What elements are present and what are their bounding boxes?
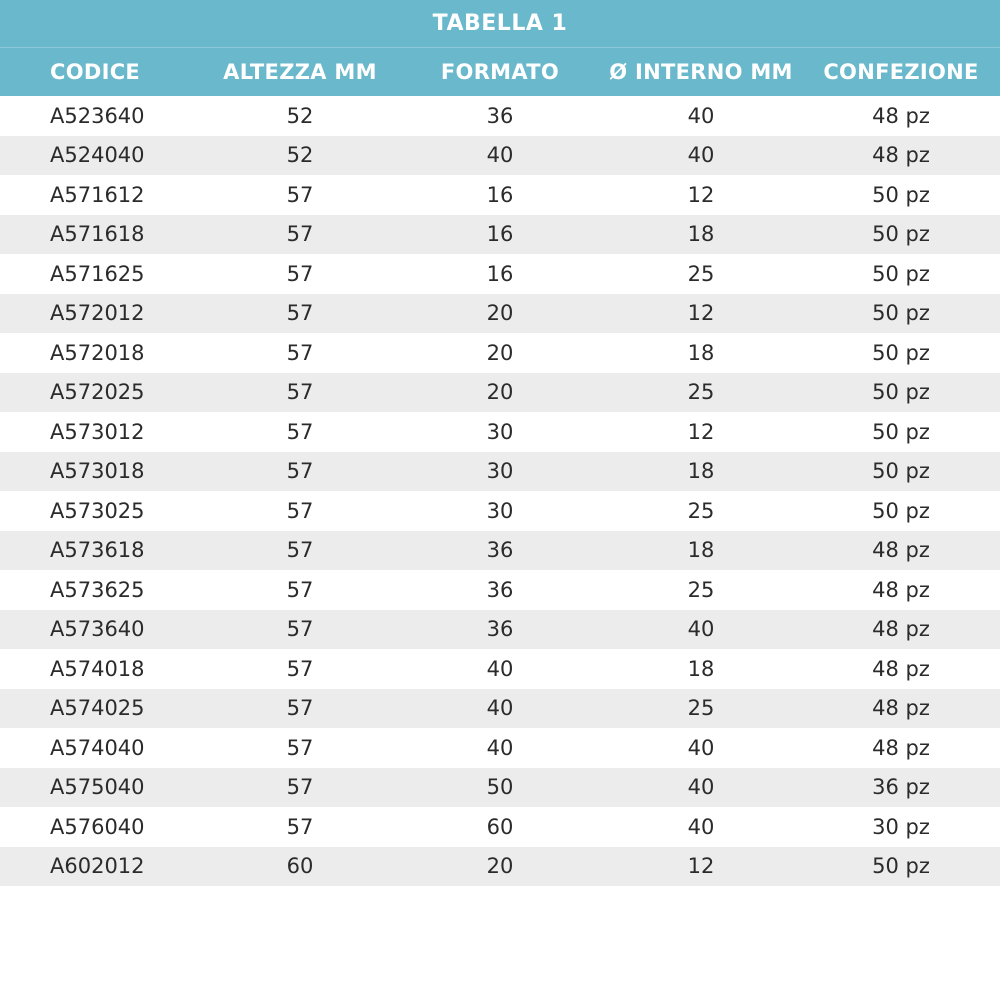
cell-diametro-interno: 25 — [687, 261, 715, 286]
cell-codice: A523640 — [50, 103, 145, 128]
cell-codice: A572025 — [50, 380, 145, 405]
table-row — [0, 373, 1000, 413]
cell-altezza: 57 — [286, 735, 314, 760]
cell-diametro-interno: 25 — [687, 696, 715, 721]
cell-confezione: 48 pz — [872, 696, 930, 721]
cell-diametro-interno: 25 — [687, 498, 715, 523]
cell-confezione: 50 pz — [872, 261, 930, 286]
cell-diametro-interno: 18 — [687, 459, 715, 484]
cell-codice: A573018 — [50, 459, 145, 484]
cell-formato: 20 — [486, 854, 514, 879]
table-title: TABELLA 1 — [0, 0, 1000, 48]
cell-codice: A572018 — [50, 340, 145, 365]
table-row — [0, 531, 1000, 571]
cell-diametro-interno: 40 — [687, 103, 715, 128]
cell-altezza: 57 — [286, 617, 314, 642]
cell-formato: 40 — [486, 696, 514, 721]
cell-altezza: 57 — [286, 301, 314, 326]
table-row — [0, 570, 1000, 610]
cell-formato: 16 — [486, 182, 514, 207]
cell-confezione: 48 pz — [872, 656, 930, 681]
cell-diametro-interno: 18 — [687, 222, 715, 247]
header-altezza: ALTEZZA MM — [223, 60, 377, 84]
table-row — [0, 452, 1000, 492]
cell-altezza: 57 — [286, 656, 314, 681]
cell-confezione: 36 pz — [872, 775, 930, 800]
cell-codice: A571612 — [50, 182, 145, 207]
cell-altezza: 57 — [286, 814, 314, 839]
table-row — [0, 215, 1000, 255]
cell-formato: 60 — [486, 814, 514, 839]
cell-altezza: 57 — [286, 459, 314, 484]
table-row — [0, 96, 1000, 136]
cell-formato: 40 — [486, 143, 514, 168]
cell-altezza: 57 — [286, 775, 314, 800]
cell-altezza: 60 — [286, 854, 314, 879]
cell-codice: A575040 — [50, 775, 145, 800]
cell-altezza: 57 — [286, 538, 314, 563]
cell-confezione: 48 pz — [872, 735, 930, 760]
cell-confezione: 50 pz — [872, 301, 930, 326]
cell-diametro-interno: 25 — [687, 380, 715, 405]
cell-confezione: 48 pz — [872, 538, 930, 563]
cell-codice: A573025 — [50, 498, 145, 523]
cell-formato: 36 — [486, 617, 514, 642]
table-header-row — [0, 48, 1000, 96]
table-row — [0, 610, 1000, 650]
cell-codice: A576040 — [50, 814, 145, 839]
cell-codice: A574018 — [50, 656, 145, 681]
table-row — [0, 649, 1000, 689]
cell-diametro-interno: 12 — [687, 301, 715, 326]
cell-codice: A573625 — [50, 577, 145, 602]
cell-diametro-interno: 40 — [687, 814, 715, 839]
table-row — [0, 254, 1000, 294]
cell-formato: 16 — [486, 222, 514, 247]
cell-altezza: 57 — [286, 419, 314, 444]
cell-formato: 16 — [486, 261, 514, 286]
cell-diametro-interno: 40 — [687, 143, 715, 168]
cell-confezione: 50 pz — [872, 380, 930, 405]
cell-confezione: 50 pz — [872, 340, 930, 365]
table-body — [0, 96, 1000, 886]
table-row — [0, 689, 1000, 729]
cell-altezza: 57 — [286, 380, 314, 405]
cell-formato: 50 — [486, 775, 514, 800]
cell-formato: 20 — [486, 340, 514, 365]
cell-altezza: 57 — [286, 182, 314, 207]
header-diametro-interno: Ø INTERNO MM — [609, 60, 793, 84]
cell-altezza: 57 — [286, 222, 314, 247]
table-row — [0, 136, 1000, 176]
cell-diametro-interno: 12 — [687, 854, 715, 879]
cell-altezza: 57 — [286, 577, 314, 602]
cell-diametro-interno: 18 — [687, 538, 715, 563]
cell-formato: 30 — [486, 498, 514, 523]
cell-confezione: 50 pz — [872, 419, 930, 444]
cell-formato: 36 — [486, 103, 514, 128]
cell-diametro-interno: 40 — [687, 735, 715, 760]
table-row — [0, 175, 1000, 215]
header-codice: CODICE — [50, 60, 141, 84]
cell-altezza: 57 — [286, 498, 314, 523]
cell-confezione: 48 pz — [872, 103, 930, 128]
cell-confezione: 48 pz — [872, 143, 930, 168]
cell-formato: 36 — [486, 577, 514, 602]
cell-codice: A571625 — [50, 261, 145, 286]
cell-confezione: 48 pz — [872, 617, 930, 642]
cell-confezione: 48 pz — [872, 577, 930, 602]
cell-altezza: 52 — [286, 143, 314, 168]
table-row — [0, 847, 1000, 887]
cell-confezione: 50 pz — [872, 459, 930, 484]
cell-formato: 40 — [486, 735, 514, 760]
table-row — [0, 412, 1000, 452]
table-row — [0, 768, 1000, 808]
cell-diametro-interno: 12 — [687, 182, 715, 207]
cell-confezione: 30 pz — [872, 814, 930, 839]
cell-formato: 30 — [486, 459, 514, 484]
cell-diametro-interno: 25 — [687, 577, 715, 602]
cell-codice: A572012 — [50, 301, 145, 326]
cell-formato: 30 — [486, 419, 514, 444]
cell-codice: A524040 — [50, 143, 145, 168]
cell-confezione: 50 pz — [872, 498, 930, 523]
cell-codice: A573618 — [50, 538, 145, 563]
cell-altezza: 57 — [286, 340, 314, 365]
cell-codice: A574040 — [50, 735, 145, 760]
header-formato: FORMATO — [440, 60, 560, 84]
table-row — [0, 333, 1000, 373]
cell-confezione: 50 pz — [872, 182, 930, 207]
cell-diametro-interno: 40 — [687, 617, 715, 642]
cell-confezione: 50 pz — [872, 222, 930, 247]
cell-codice: A571618 — [50, 222, 145, 247]
cell-codice: A573012 — [50, 419, 145, 444]
cell-codice: A602012 — [50, 854, 145, 879]
cell-codice: A574025 — [50, 696, 145, 721]
table-row — [0, 491, 1000, 531]
cell-codice: A573640 — [50, 617, 145, 642]
cell-diametro-interno: 12 — [687, 419, 715, 444]
cell-formato: 20 — [486, 301, 514, 326]
cell-diametro-interno: 40 — [687, 775, 715, 800]
cell-formato: 36 — [486, 538, 514, 563]
cell-diametro-interno: 18 — [687, 656, 715, 681]
cell-altezza: 52 — [286, 103, 314, 128]
table-row — [0, 807, 1000, 847]
header-confezione: CONFEZIONE — [823, 60, 979, 84]
cell-confezione: 50 pz — [872, 854, 930, 879]
cell-diametro-interno: 18 — [687, 340, 715, 365]
cell-formato: 40 — [486, 656, 514, 681]
table-row — [0, 728, 1000, 768]
cell-formato: 20 — [486, 380, 514, 405]
cell-altezza: 57 — [286, 261, 314, 286]
cell-altezza: 57 — [286, 696, 314, 721]
table-row — [0, 294, 1000, 334]
